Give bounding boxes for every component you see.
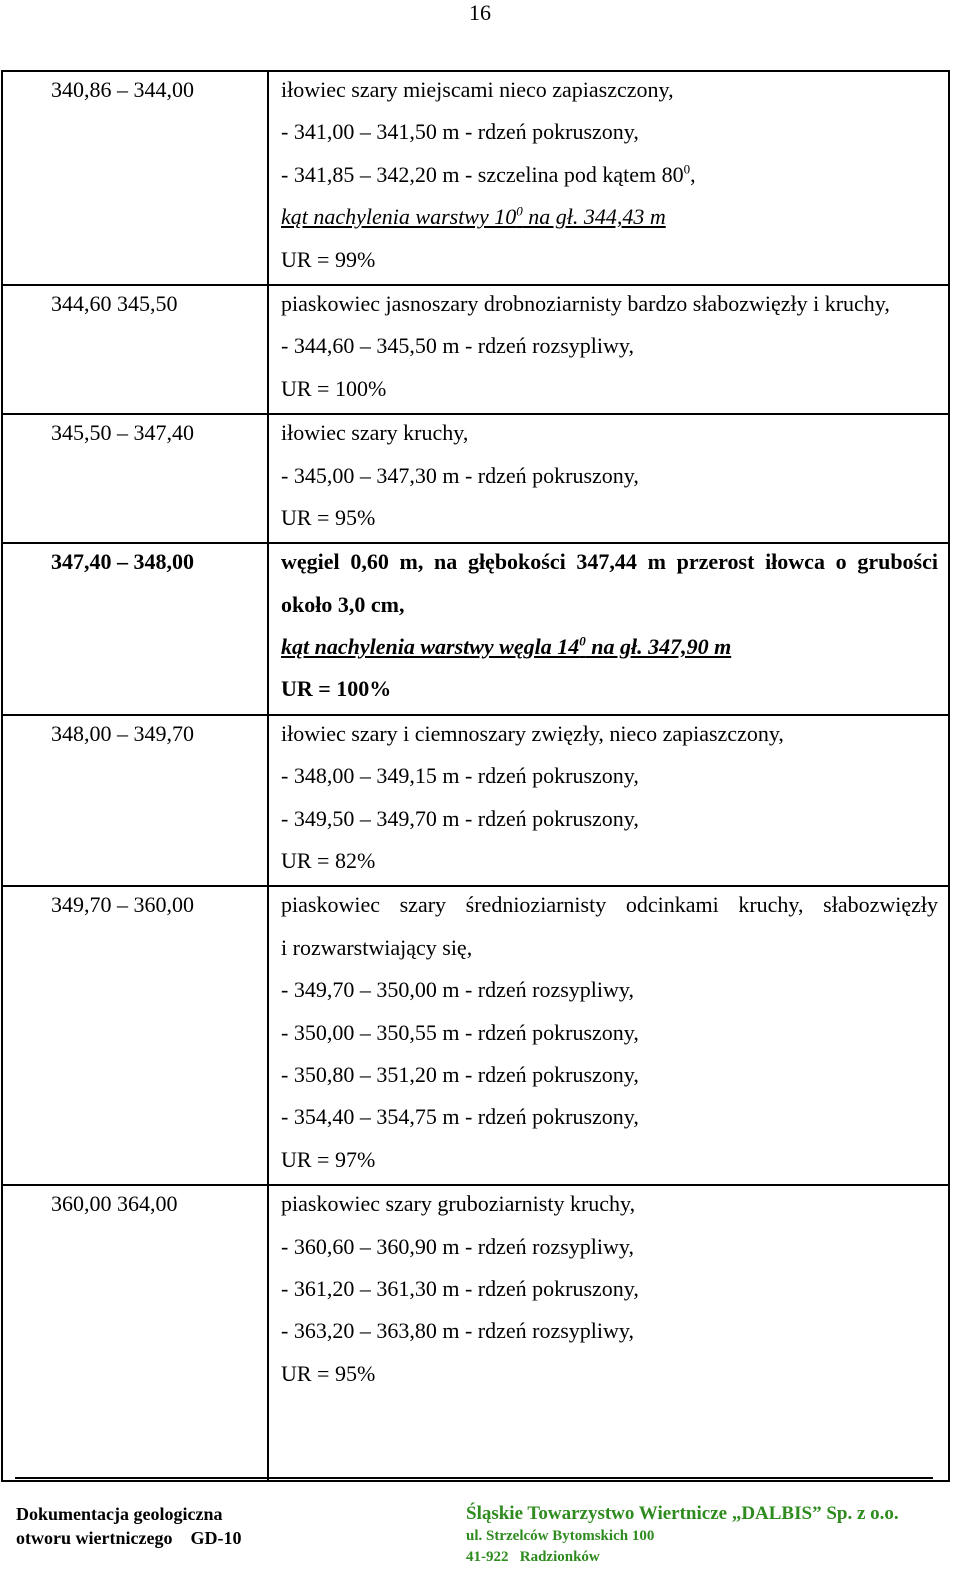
description-cell — [268, 886, 949, 1185]
table-row — [2, 71, 949, 285]
dip-text: kąt nachylenia warstwy 10 — [281, 204, 517, 230]
footer-company-city: 41-922 Radzionków — [466, 1549, 600, 1565]
core-recovery: UR = 99% — [281, 246, 376, 272]
footer-company-name: Śląskie Towarzystwo Wiertnicze „DALBIS” Sp. z o.o. — [466, 1503, 899, 1524]
depth-cell — [2, 886, 268, 1185]
description-cell — [268, 543, 949, 715]
dip-text: na gł. 344,43 m — [522, 204, 666, 230]
depth-range: 348,00 – 349,70 — [51, 720, 194, 746]
description-line — [281, 157, 938, 199]
dip-text: na gł. 347,90 m — [585, 634, 732, 660]
core-recovery: UR = 95% — [281, 1360, 376, 1386]
footer-borehole: otworu wiertniczego GD-10 — [16, 1528, 242, 1548]
description-line: - 345,00 – 347,30 m - rdzeń pokruszony, — [281, 462, 639, 488]
description-line: iłowiec szary kruchy, — [281, 420, 469, 446]
description-line: - 349,70 – 350,00 m - rdzeń rozsypliwy, — [281, 977, 634, 1003]
depth-cell — [2, 71, 268, 285]
depth-cell — [2, 543, 268, 715]
core-recovery: UR = 82% — [281, 848, 376, 874]
description-cell — [268, 285, 949, 414]
depth-range: 360,00 364,00 — [51, 1191, 178, 1217]
description-line: - 348,00 – 349,15 m - rdzeń pokruszony, — [281, 763, 639, 789]
dip-angle-line — [281, 199, 938, 241]
footer-company-info — [466, 1502, 899, 1568]
page-number: 16 — [469, 0, 491, 25]
core-recovery: UR = 100% — [281, 375, 387, 401]
depth-cell — [2, 715, 268, 887]
footer-document-info — [16, 1502, 241, 1550]
core-recovery: UR = 97% — [281, 1146, 376, 1172]
depth-range: 349,70 – 360,00 — [51, 892, 194, 918]
description-line: - 360,60 – 360,90 m - rdzeń rozsypliwy, — [281, 1233, 634, 1259]
depth-cell — [2, 414, 268, 543]
table-row — [2, 414, 949, 543]
description-text: , — [690, 161, 696, 187]
dip-text: kąt nachylenia warstwy węgla 14 — [281, 634, 580, 660]
description-cell — [268, 414, 949, 543]
description-line: piaskowiec szary gruboziarnisty kruchy, — [281, 1191, 636, 1217]
description-line: - 361,20 – 361,30 m - rdzeń pokruszony, — [281, 1275, 639, 1301]
description-line: iłowiec szary miejscami nieco zapiaszczony, — [281, 77, 674, 102]
table-row — [2, 543, 949, 715]
description-cell — [268, 715, 949, 887]
description-line: około 3,0 cm, — [281, 591, 405, 617]
table-row — [2, 715, 949, 887]
footer-divider — [15, 1477, 933, 1479]
description-line: piaskowiec jasnoszary drobnoziarnisty bardzo słabozwięzły i kruchy, — [281, 290, 890, 316]
description-line: - 349,50 – 349,70 m - rdzeń pokruszony, — [281, 805, 639, 831]
lithology-table — [1, 70, 950, 1482]
depth-cell — [2, 1185, 268, 1481]
core-recovery: UR = 95% — [281, 504, 376, 530]
degree-superscript: 0 — [516, 203, 523, 219]
description-line: - 344,60 – 345,50 m - rdzeń rozsypliwy, — [281, 333, 634, 359]
description-line: - 363,20 – 363,80 m - rdzeń rozsypliwy, — [281, 1318, 634, 1344]
core-recovery: UR = 100% — [281, 676, 392, 702]
description-line: - 341,00 – 341,50 m - rdzeń pokruszony, — [281, 119, 639, 145]
depth-cell — [2, 285, 268, 414]
description-line: - 350,80 – 351,20 m - rdzeń pokruszony, — [281, 1061, 639, 1087]
depth-range: 344,60 345,50 — [51, 290, 178, 316]
description-line: i rozwarstwiający się, — [281, 934, 473, 960]
description-line: węgiel 0,60 m, na głębokości 347,44 m przerost iłowca o grubości — [281, 549, 938, 575]
depth-range: 340,86 – 344,00 — [51, 77, 194, 102]
description-cell — [268, 71, 949, 285]
description-line: - 354,40 – 354,75 m - rdzeń pokruszony, — [281, 1104, 639, 1130]
degree-superscript: 0 — [579, 633, 586, 649]
description-line: piaskowiec szary średnioziarnisty odcinkami kruchy, słabozwięzły — [281, 892, 938, 918]
dip-angle-line — [281, 629, 938, 671]
depth-range: 347,40 – 348,00 — [51, 549, 194, 575]
table-row — [2, 285, 949, 414]
description-text: - 341,85 – 342,20 m - szczelina pod kątem 80 — [281, 161, 684, 187]
description-line: - 350,00 – 350,55 m - rdzeń pokruszony, — [281, 1019, 639, 1045]
degree-superscript: 0 — [683, 161, 691, 177]
depth-range: 345,50 – 347,40 — [51, 420, 194, 446]
description-line: iłowiec szary i ciemnoszary zwięzły, nieco zapiaszczony, — [281, 720, 784, 746]
footer-company-street: ul. Strzelców Bytomskich 100 — [466, 1528, 655, 1544]
table-row — [2, 1185, 949, 1481]
footer-doc-title: Dokumentacja geologiczna — [16, 1504, 223, 1524]
description-cell — [268, 1185, 949, 1481]
table-row — [2, 886, 949, 1185]
